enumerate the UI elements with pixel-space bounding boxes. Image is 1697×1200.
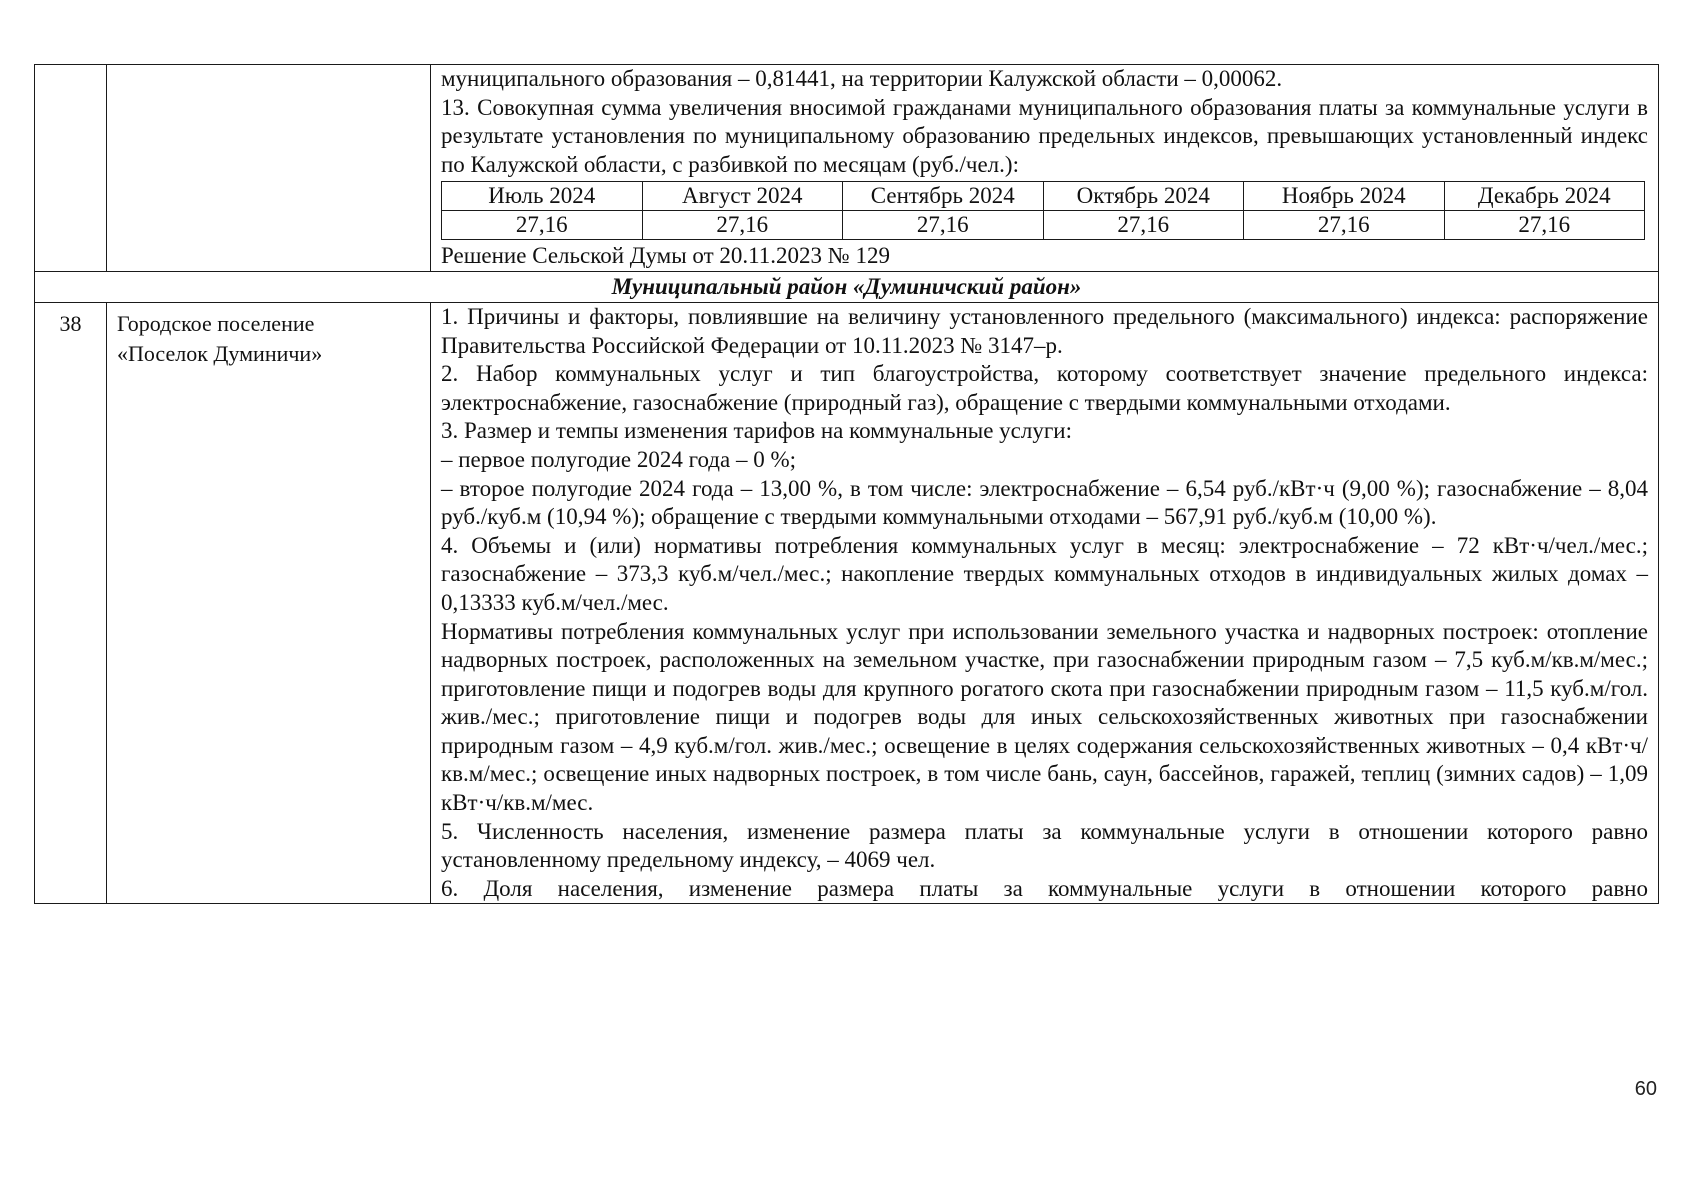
content-paragraph: 13. Совокупная сумма увеличения вносимой гражданами муниципального образования платы за коммунальные услуги в результате установления по муниципальному образованию предельных индексов, превышающих установленный индекс по Калужской области, с разбивкой по месяцам (руб./чел.): <box>441 94 1648 177</box>
month-header: Август 2024 <box>642 182 843 211</box>
municipality-name <box>107 302 431 903</box>
main-table <box>34 64 1659 904</box>
amount-cell: 27,16 <box>1244 211 1445 240</box>
row-content-cell <box>431 65 1659 272</box>
document-page <box>34 64 1658 904</box>
amount-cell: 27,16 <box>1043 211 1244 240</box>
table-row <box>442 182 1645 211</box>
content-paragraph: 1. Причины и факторы, повлиявшие на величину установленного предельного (максимального) индекса: распоряжение Правительства Российской Федерации от 10.11.2023 № 3147–р. <box>441 303 1648 358</box>
content-paragraph: 6. Доля населения, изменение размера платы за коммунальные услуги в отношении которого равно <box>441 875 1648 901</box>
content-paragraph: – второе полугодие 2024 года – 13,00 %, в том числе: электроснабжение – 6,54 руб./кВт·ч (9,00 %); газоснабжение – 8,04 руб./куб.м (10,94 %); обращение с твердыми коммунальными отходами – 567,91 руб./куб.м (10,00 %). <box>441 475 1648 530</box>
amount-cell: 27,16 <box>642 211 843 240</box>
amount-cell: 27,16 <box>1444 211 1645 240</box>
section-title: Муниципальный район «Думиничский район» <box>35 271 1659 302</box>
month-header: Октябрь 2024 <box>1043 182 1244 211</box>
content-paragraph: 2. Набор коммунальных услуг и тип благоустройства, которому соответствует значение предельного индекса: электроснабжение, газоснабжение (природный газ), обращение с твердыми коммунальными отходами. <box>441 361 1648 415</box>
row-content-cell <box>431 302 1659 903</box>
month-header: Июль 2024 <box>442 182 643 211</box>
content-paragraph: 3. Размер и темпы изменения тарифов на коммунальные услуги: <box>441 418 1072 444</box>
content-paragraph: муниципального образования – 0,81441, на территории Калужской области – 0,00062. <box>441 66 1283 91</box>
amount-cell: 27,16 <box>843 211 1044 240</box>
content-paragraph: Нормативы потребления коммунальных услуг при использовании земельного участка и надворных построек: отопление надворных построек, расположенных на земельном участке, при газоснабжении природным газом – 7,5 куб.м/кв.м/мес.; приготовление пищи и подогрев воды для крупного рогатого скота при газоснабжении природным газом – 11,5 куб.м/гол. жив./мес.; приготовление пищи и подогрев воды для иных сельскохозяйственных животных при газоснабжении природным газом – 4,9 куб.м/гол. жив./мес.; освещение в целях содержания сельскохозяйственных животных – 0,4 кВт·ч/кв.м/мес.; освещение иных надворных построек, в том числе бань, саун, бассейнов, гаражей, теплиц (зимних садов) – 1,09 кВт·ч/кв.м/мес. <box>441 618 1648 816</box>
content-paragraph: – первое полугодие 2024 года – 0 %; <box>441 446 797 472</box>
municipality-name-line: «Поселок Думиничи» <box>117 340 323 366</box>
content-paragraph: 4. Объемы и (или) нормативы потребления коммунальных услуг в месяц: электроснабжение – 72 кВт·ч/чел./мес.; газоснабжение – 373,3 куб.м/чел./мес.; накопление твердых коммунальных отходов в индивидуальных жилых домах – 0,13333 куб.м/чел./мес. <box>441 532 1648 615</box>
month-header: Ноябрь 2024 <box>1244 182 1445 211</box>
monthly-amount-table <box>441 181 1645 240</box>
row-number: 38 <box>35 302 107 903</box>
row-name-cell <box>107 65 431 272</box>
table-row-continuation <box>35 65 1659 272</box>
municipality-name-line: Городское поселение <box>117 310 315 336</box>
month-header: Сентябрь 2024 <box>843 182 1044 211</box>
row-number-cell <box>35 65 107 272</box>
table-row <box>442 211 1645 240</box>
month-header: Декабрь 2024 <box>1444 182 1645 211</box>
content-paragraph: 5. Численность населения, изменение размера платы за коммунальные услуги в отношении которого равно установленному предельному индексу, – 4069 чел. <box>441 818 1648 873</box>
amount-cell: 27,16 <box>442 211 643 240</box>
page-number: 60 <box>1634 1078 1657 1100</box>
decision-reference: Решение Сельской Думы от 20.11.2023 № 129 <box>441 243 890 269</box>
section-header-row <box>35 271 1659 302</box>
table-row-38 <box>35 302 1659 903</box>
